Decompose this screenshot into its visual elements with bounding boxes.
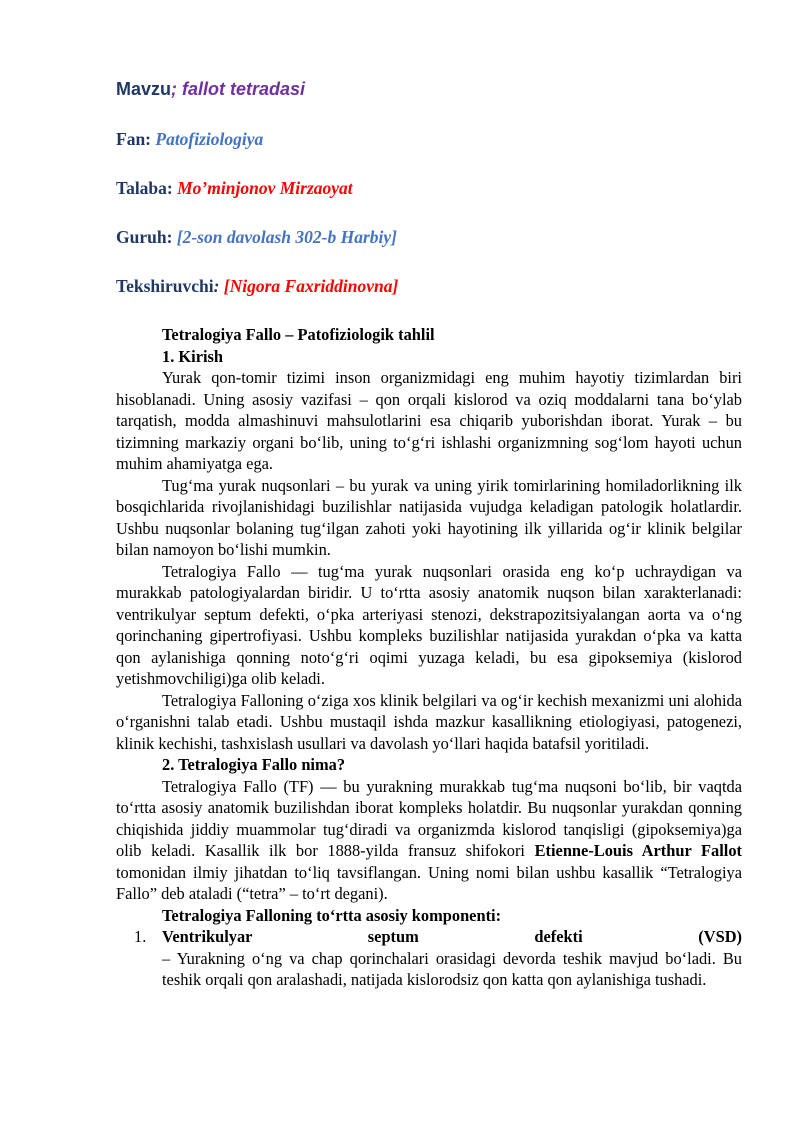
physician-name: Etienne-Louis Arthur Fallot	[534, 841, 742, 860]
group-value: [2-son davolash 302-b Harbiy]	[176, 227, 397, 247]
paragraph-2: Tug‘ma yurak nuqsonlari – bu yurak va uning yirik tomirlarining homiladorlikning ilk bosqichlarida rivojlanishidagi buzilishlar natijasida vujudga keladigan patologik holatlardir. Ushbu nuqsonlar bolaning tug‘ilgan zahoti yoki hayotining ilk yillarida og‘ir klinik belgilar bilan namoyon bo‘lishi mumkin.	[116, 475, 742, 559]
paragraph-1: Yurak qon-tomir tizimi inson organizmidagi eng muhim hayotiy tizimlardan biri hisoblanadi. Uning asosiy vazifasi – qon orqali kislorod va oziq moddalarni tana bo‘ylab tarqatish, modda almashinuvi mahsulotlarini esa chiqarib yuborishdan iborat. Yurak – bu tizimning markaziy organi bo‘lib, uning to‘g‘ri ishlashi organizmning sog‘lom hayoti uchun muhim ahamiyatga ega.	[116, 368, 742, 473]
topic-value: ; fallot tetradasi	[171, 79, 306, 99]
reviewer-label: Tekshiruvchi	[116, 276, 214, 296]
topic-line	[116, 79, 305, 100]
list-item-title: Ventrikulyar septum defekti (VSD)	[162, 927, 742, 946]
paragraph-3: Tetralogiya Fallo — tug‘ma yurak nuqsonlari orasida eng ko‘p uchraydigan va murakkab patologiyalardan biridir. U to‘rtta asosiy anatomik nuqson bilan xarakterlanadi: ventrikulyar septum defekti, o‘pka arteriyasi stenozi, dekstrapozitsiyalangan aorta va o‘ng qorinchaning gipertrofiyasi. Ushbu kompleks buzilishlar natijasida yurakdan o‘pka va katta qon aylanishiga qonning noto‘g‘ri oqimi yuzaga keladi, bu esa gipoksemiya (kislorod yetishmovchiligi)ga olib keladi.	[116, 561, 742, 688]
document-body	[116, 324, 742, 991]
reviewer-value: [Nigora Faxriddinovna]	[223, 276, 399, 296]
subject-label: Fan:	[116, 129, 151, 149]
topic-label: Mavzu	[116, 79, 172, 99]
section-heading-what-is-tof: 2. Tetralogiya Fallo nima?	[162, 755, 346, 774]
student-label: Talaba:	[116, 178, 173, 198]
reviewer-colon: :	[213, 276, 220, 296]
subject-value: Patofiziologiya	[155, 129, 264, 149]
paragraph-5-end: tomonidan ilmiy jihatdan to‘liq tavsiflangan. Uning nomi bilan ushbu kasallik “Tetralogiya Fallo” deb ataladi (“tetra” – to‘rt degani).	[116, 862, 742, 903]
list-item	[116, 926, 742, 991]
paragraph-5	[116, 776, 742, 905]
group-line	[116, 227, 397, 248]
paragraph-5-start: Tetralogiya Fallo (TF) — bu yurakning murakkab tug‘ma nuqsoni bo‘lib, bir vaqtda to‘rtta asosiy anatomik buzilishdan iborat kompleks holatdir. Bu nuqsonlar yurakdan qonning chiqishida jiddiy muammolar tug‘diradi va organizmda kislorod tanqisligi (gipoksemiya)ga olib keladi. Kasallik ilk bor 1888-yilda fransuz shifokori	[116, 776, 742, 860]
student-line	[116, 178, 353, 199]
group-label: Guruh:	[116, 227, 173, 247]
student-value: Mo’minjonov Mirzaoyat	[177, 178, 353, 198]
subject-line	[116, 129, 263, 150]
document-title: Tetralogiya Fallo – Patofiziologik tahlil	[162, 325, 435, 344]
paragraph-4: Tetralogiya Falloning o‘ziga xos klinik belgilari va og‘ir kechish mexanizmi uni alohida o‘rganishni talab etadi. Ushbu mustaqil ishda mazkur kasallikning etiologiyasi, patogenezi, klinik kechishi, tashxislash usullari va davolash yo‘llari haqida batafsil yoritiladi.	[116, 690, 742, 753]
list-item-number: 1.	[134, 927, 147, 946]
reviewer-line	[116, 276, 398, 297]
section-heading-introduction: 1. Kirish	[162, 346, 224, 366]
components-heading: Tetralogiya Falloning to‘rtta asosiy komponenti:	[162, 905, 502, 925]
list-item-body: – Yurakning o‘ng va chap qorinchalari orasidagi devorda teshik mavjud bo‘ladi. Bu teshik orqali qon aralashadi, natijada kislorodsiz qon katta qon aylanishiga tushadi.	[162, 948, 742, 989]
